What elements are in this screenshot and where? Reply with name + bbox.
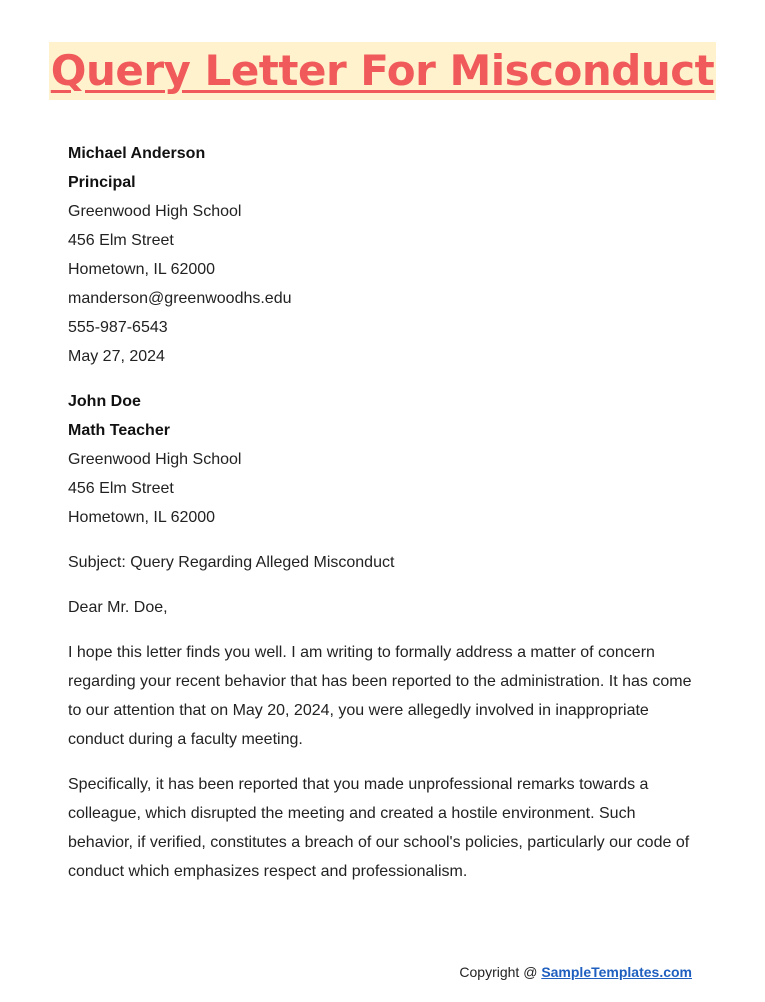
salutation-line	[68, 593, 700, 622]
page-title: Query Letter For Misconduct	[49, 42, 716, 100]
sender-phone: 555-987-6543	[68, 319, 168, 336]
sender-name: Michael Anderson	[68, 145, 206, 162]
recipient-city: Hometown, IL 62000	[68, 509, 216, 526]
body-paragraph-2: Specifically, it has been reported that you made unprofessional remarks towards a colleague, which disrupted the meeting and created a hostile environment. Such behavior, if verified, constitutes a breach of our school's policies, particularly our code of conduct which emphasizes respect and professionalism.	[68, 776, 690, 880]
recipient-block	[68, 387, 700, 532]
copyright-prefix: Copyright @	[459, 964, 542, 980]
salutation-text: Dear Mr. Doe,	[68, 599, 168, 616]
sender-email: manderson@greenwoodhs.edu	[68, 290, 292, 307]
sender-city: Hometown, IL 62000	[68, 261, 216, 278]
recipient-position: Math Teacher	[68, 422, 170, 439]
sender-organization: Greenwood High School	[68, 203, 242, 220]
sender-street: 456 Elm Street	[68, 232, 174, 249]
recipient-name: John Doe	[68, 393, 141, 410]
sampletemplates-link[interactable]: SampleTemplates.com	[541, 964, 692, 980]
body-paragraph-1: I hope this letter finds you well. I am writing to formally address a matter of concern regarding your recent behavior that has been reported to the administration. It has come to our attention that on May 20, 2024, you were allegedly involved in inappropriate conduct during a faculty meeting.	[68, 644, 692, 748]
subject-text: Subject: Query Regarding Alleged Misconduct	[68, 554, 395, 571]
recipient-street: 456 Elm Street	[68, 480, 174, 497]
title-container	[0, 42, 765, 100]
subject-line	[68, 548, 700, 577]
letter-body	[68, 139, 700, 902]
sender-block	[68, 139, 700, 371]
letter-date: May 27, 2024	[68, 348, 165, 365]
copyright-footer	[459, 964, 692, 980]
sender-position: Principal	[68, 174, 136, 191]
recipient-organization: Greenwood High School	[68, 451, 242, 468]
